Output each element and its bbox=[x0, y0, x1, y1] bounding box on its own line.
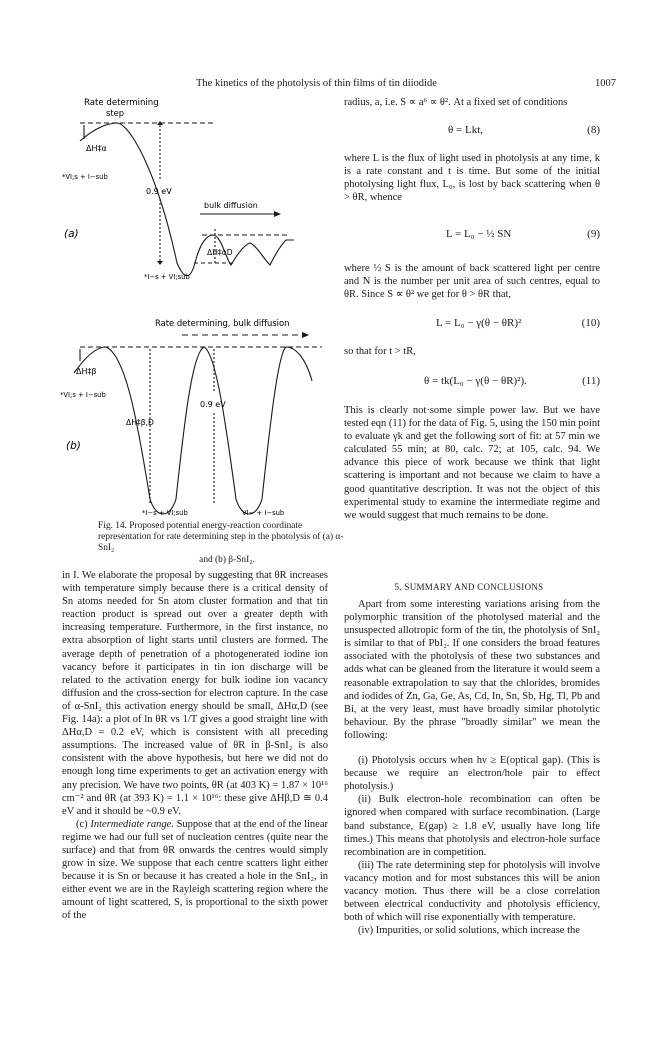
fig-a-dh-alpha-d: ΔH‡αD bbox=[207, 248, 233, 257]
fig-a-title-line1: Rate determining bbox=[84, 98, 159, 108]
right-text-p2: where L is the flux of light used in photolysis at any time, k is a rate constant and t is time. But some of the initial photolysing light flux, L₀, is lost by back scattering when θ > θR, whence bbox=[344, 153, 600, 204]
fig-b-panel-label: (b) bbox=[66, 440, 81, 452]
fig-b-bottom-right: VI− + I−sub bbox=[242, 509, 285, 517]
summary-item-i: (i) Photolysis occurs when hν ≥ E(optical gap). (This is because we require an electron/hole pair to effect photolysis.) bbox=[344, 755, 600, 793]
right-text-p5: This is clearly not·some simple power law. But we have tested eqn (11) for the data of Fig. 5, using the 150 min point to evaluate γk and get the following sort of fit: at 57 min we calculated 55 min; at 80, calc. 72; at 105, calc. 94. We advance this piece of work because we think that light scattering is important and not because we claim to have a good quantitative description. It was not the object of this experimental study to examine the intermediate regime and we would suggest that much remains to be done. bbox=[344, 405, 600, 521]
fig-b-left-state: *VI;s + I−sub bbox=[60, 391, 106, 399]
summary-item-iii: (iii) The rate determining step for photolysis will involve vacancy motion and for most substances this will be anion vacancy motion. Thus there will be a close correlation between electrical conductivity and photolysis efficiency, both of which will rise exponentially with temperature. bbox=[344, 859, 600, 924]
summary-paragraph: Apart from some interesting variations arising from the polymorphic transition of the photolysed material and the unsuspected allotropic form of the tin, the photolysis of SnI₂ is similar to that of PbI₂. If one considers the broad features associated with the photolysis of these two substances and adds what can be gleaned from the literature it would seem a reasonable extrapolation to say that the chlorides, bromides and iodides of Zn, Ga, Ge, As, Cd, In, Sn, Sb, Hg, Tl, Pb and Bi, at the very least, must have broadly similar photolytic behaviour. By the phrase "broadly similar" we mean the following: bbox=[344, 599, 600, 741]
figure-caption-line2: and (b) β-SnI₂. bbox=[199, 554, 255, 565]
right-text-p3: where ½ S is the amount of back scattered light per centre and N is the number per unit area of such centres, equal to θR. Since S ∝ θ² we get for θ > θR that, bbox=[344, 263, 600, 301]
fig-a-bulk-diffusion: bulk diffusion bbox=[204, 201, 258, 210]
left-paragraph-2 bbox=[62, 818, 328, 923]
section-title: 5. SUMMARY AND CONCLUSIONS bbox=[394, 582, 544, 592]
eq11-number: (11) bbox=[582, 375, 600, 387]
fig-a-panel-label: (a) bbox=[64, 228, 79, 240]
fig-a-title-line2: step bbox=[106, 108, 125, 118]
eq10-number: (10) bbox=[581, 317, 600, 329]
right-column-bottom-text bbox=[344, 598, 600, 937]
right-text-p1: radius, a, i.e. S ∝ a⁶ ∝ θ². At a fixed set of conditions bbox=[344, 97, 568, 108]
eq8-number: (8) bbox=[587, 124, 600, 136]
panel-a-energy-curve bbox=[80, 123, 294, 276]
summary-item-ii: (ii) Bulk electron-hole recombination can often be ignored when compared with surface recombination. (Large band substance, E(gap) ≥ 1.8 eV, usually have long life times.) This means that photolysis and electron-hole surface recombination are in competition. bbox=[344, 794, 600, 858]
figure-caption-line1: Fig. 14. Proposed potential energy-reaction coordinate representation for rate determining step in the photolysis of (a) α-SnI₂ bbox=[98, 521, 344, 554]
right-text-p4: so that for t > tR, bbox=[344, 346, 416, 357]
fig-b-bottom-left: *I−s + VI;sub bbox=[142, 509, 188, 517]
intermediate-range-lead: (c) bbox=[76, 818, 88, 830]
eq9-number: (9) bbox=[587, 228, 600, 240]
fig-a-dh-alpha: ΔH‡α bbox=[86, 144, 107, 153]
eq8-text: θ = Lkt, bbox=[448, 124, 483, 136]
eq10-text: L = L₀ − γ(θ − θR)² bbox=[436, 317, 522, 329]
intermediate-range-heading: Intermediate range. bbox=[90, 818, 174, 830]
fig-a-gap-label: 0.9 eV bbox=[146, 187, 172, 196]
summary-item-iv: (iv) Impurities, or solid solutions, which increase the bbox=[358, 925, 580, 937]
left-column-text bbox=[62, 569, 328, 923]
page-number: 1007 bbox=[595, 78, 616, 89]
figure-14 bbox=[60, 95, 335, 520]
fig-b-dh-beta-d: ΔH‡β,D bbox=[126, 418, 154, 427]
fig-b-dh-beta: ΔH‡β bbox=[76, 367, 97, 376]
running-title: The kinetics of the photolysis of thin films of tin diiodide bbox=[196, 78, 437, 89]
eq9-text: L = L₀ − ½ SN bbox=[446, 228, 512, 240]
fig-a-left-state: *VI;s + I−sub bbox=[62, 173, 108, 181]
fig-b-title: Rate determining, bulk diffusion bbox=[155, 318, 290, 328]
fig-b-gap-label: 0.9 eV bbox=[200, 400, 226, 409]
intermediate-range-text: Suppose that at the end of the linear regime we had our full set of nucleation centres (quite near the surface) and that from θR onwards the centres would simply grow in size. We suppose that each centre scatters light either because it is Sn or because it has created a hole in the SnI₂, in either event we are in the Rayleigh scattering region where the amount of light scattered, S, is proportional to the sixth power of the bbox=[62, 818, 328, 922]
figure-caption bbox=[98, 521, 356, 566]
eq11-text: θ = tk(L₀ − γ(θ − θR)²). bbox=[424, 375, 527, 387]
fig-a-bottom-state: *I−s + VI;sub bbox=[144, 273, 190, 281]
left-paragraph-1: in I. We elaborate the proposal by suggesting that θR increases with temperature simply because there is a critical density of Sn atoms needed for Sn atom cluster formation and that tin reaction product is spread out over a greater depth with increasing temperature. Furthermore, in the first instance, no extra absorption of light starts until clusters are formed. The average depth of penetration of a photogenerated iodine ion vacancy before it participates in tin ion discharge will be related to the activation energy for bulk iodine ion vacancy diffusion and the cross-section for electron capture. In the case of α-SnI₂ this activation energy should be small, ΔHα,D (see Fig. 14a): a plot of ln θR vs 1/T gives a good straight line with ΔHα,D = 0.2 eV, which is consistent with all preceding assumptions. The increased value of θR in β-SnI₂ is also consistent with the above hypothesis, but here we did not do enough long time experiments to get an activation energy with any precision. We have two points, θR (at 403 K) = 1.87 × 10¹⁶ cm⁻² and θR (at 393 K) = 1.1 × 10¹⁶: these give ΔHβ,D ≅ 0.4 eV and it should be ~0.9 eV. bbox=[62, 570, 328, 817]
panel-b-energy-curve bbox=[74, 347, 312, 514]
